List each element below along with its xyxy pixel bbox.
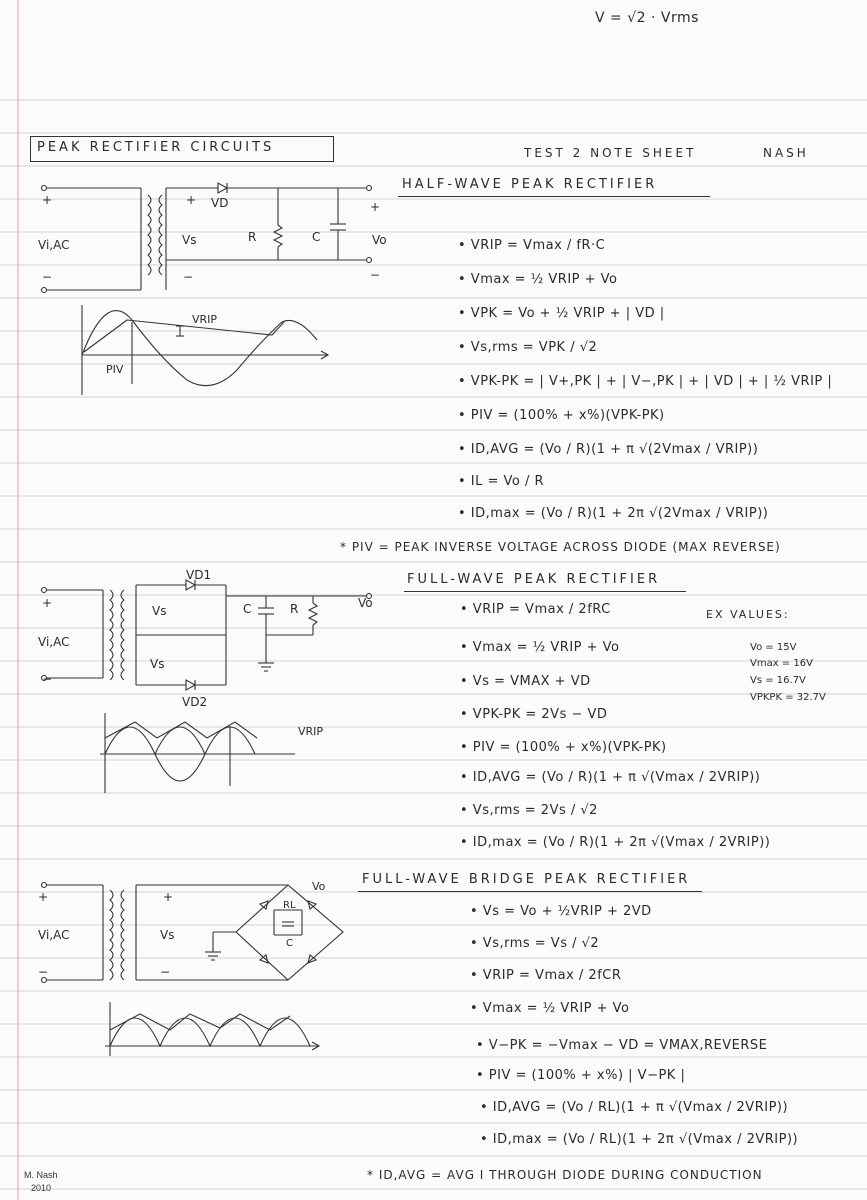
fw-vs1-label: Vs (152, 604, 167, 618)
br-eq-4: • Vmax = ½ VRIP + Vo (470, 1001, 630, 1016)
ex-value-4: VPKPK = 32.7V (750, 692, 826, 703)
ex-value-1: Vo = 15V (750, 642, 797, 653)
br-c-label: C (286, 938, 293, 949)
bridge-circuit (38, 880, 358, 990)
hw-eq-7: • ID,AVG = (Vo / R)(1 + π √(2Vmax / VRIP)) (458, 442, 759, 457)
fw-plus-left: + (42, 596, 53, 610)
br-minus-left: − (38, 965, 49, 979)
hw-minus-o: − (370, 268, 381, 282)
hw-eq-6: • PIV = (100% + x%)(VPK-PK) (458, 408, 665, 423)
fw-c-label: C (243, 602, 252, 616)
fw-vi-label: Vi,AC (38, 635, 70, 649)
hw-plus-s: + (186, 193, 197, 207)
ex-value-3: Vs = 16.7V (750, 675, 806, 686)
bridge-waveform (100, 1000, 325, 1060)
hw-vd-label: VD (211, 196, 229, 210)
bridge-heading-underline (358, 891, 702, 892)
br-vo-label: Vo (312, 880, 326, 893)
br-rl-label: RL (283, 900, 296, 911)
half-wave-heading: HALF-WAVE PEAK RECTIFIER (402, 177, 658, 192)
footer-year: 2010 (31, 1183, 52, 1193)
hw-eq-2: • Vmax = ½ VRIP + Vo (458, 272, 618, 287)
page-title: PEAK RECTIFIER CIRCUITS (37, 140, 275, 155)
author-label: NASH (763, 146, 809, 160)
fw-eq-4: • VPK-PK = 2Vs − VD (460, 707, 608, 722)
hw-eq-4: • Vs,rms = VPK / √2 (458, 340, 598, 355)
fw-vs2-label: Vs (150, 657, 165, 671)
hw-vi-label: Vi,AC (38, 238, 70, 252)
br-eq-7: • ID,AVG = (Vo / RL)(1 + π √(Vmax / 2VRIP)) (480, 1100, 789, 1115)
br-eq-2: • Vs,rms = Vs / √2 (470, 936, 600, 951)
footer-name: M. Nash (24, 1170, 58, 1180)
br-eq-6: • PIV = (100% + x%) | V−PK | (476, 1068, 686, 1083)
hw-plus-left: + (42, 193, 53, 207)
top-formula: V = √2 · Vrms (595, 10, 699, 26)
bridge-heading: FULL-WAVE BRIDGE PEAK RECTIFIER (362, 872, 691, 887)
ex-values-title: EX VALUES: (706, 608, 790, 621)
hw-note: * PIV = PEAK INVERSE VOLTAGE ACROSS DIODE (MAX REVERSE) (340, 540, 781, 554)
hw-minus-s: − (183, 270, 194, 284)
full-wave-waveform (95, 708, 305, 798)
hw-vo-label: Vo (372, 233, 387, 247)
fw-eq-7: • Vs,rms = 2Vs / √2 (460, 803, 598, 818)
fw-eq-8: • ID,max = (Vo / R)(1 + 2π √(Vmax / 2VRIP)) (460, 835, 771, 850)
fw-eq-3: • Vs = VMAX + VD (460, 674, 591, 689)
hw-vs-label: Vs (182, 233, 197, 247)
hw-eq-1: • VRIP = Vmax / fR·C (458, 238, 606, 253)
br-vs-label: Vs (160, 928, 175, 942)
br-minus-s: − (160, 965, 171, 979)
hw-piv-label: PIV (106, 363, 124, 376)
hw-vrip-label: VRIP (192, 313, 218, 326)
hw-eq-3: • VPK = Vo + ½ VRIP + | VD | (458, 306, 665, 321)
fw-eq-2: • Vmax = ½ VRIP + Vo (460, 640, 620, 655)
hw-c-label: C (312, 230, 321, 244)
hw-minus-left: − (42, 270, 53, 284)
fw-r-label: R (290, 602, 299, 616)
hw-plus-o: + (370, 200, 381, 214)
test-label: TEST 2 NOTE SHEET (524, 146, 697, 160)
full-wave-heading: FULL-WAVE PEAK RECTIFIER (407, 572, 661, 587)
fw-eq-6: • ID,AVG = (Vo / R)(1 + π √(Vmax / 2VRIP)) (460, 770, 761, 785)
br-eq-5: • V−PK = −Vmax − VD = VMAX,REVERSE (476, 1038, 768, 1053)
hw-r-label: R (248, 230, 257, 244)
ex-value-2: Vmax = 16V (750, 658, 813, 669)
fw-vd2-label: VD2 (182, 695, 208, 709)
hw-eq-5: • VPK-PK = | V+,PK | + | V−,PK | + | VD | + | ½ VRIP | (458, 374, 833, 389)
br-plus-s: + (163, 890, 174, 904)
br-note: * ID,AVG = AVG I THROUGH DIODE DURING CONDUCTION (367, 1168, 763, 1182)
fw-vo-label: Vo (358, 596, 373, 610)
half-wave-heading-underline (398, 196, 710, 197)
fw-eq-5: • PIV = (100% + x%)(VPK-PK) (460, 740, 667, 755)
fw-eq-1: • VRIP = Vmax / 2fRC (460, 602, 611, 617)
full-wave-heading-underline (404, 591, 686, 592)
fw-vd1-label: VD1 (186, 568, 212, 582)
hw-eq-9: • ID,max = (Vo / R)(1 + 2π √(2Vmax / VRIP)) (458, 506, 769, 521)
br-eq-8: • ID,max = (Vo / RL)(1 + 2π √(Vmax / 2VRIP)) (480, 1132, 799, 1147)
br-vi-label: Vi,AC (38, 928, 70, 942)
hw-eq-8: • IL = Vo / R (458, 474, 545, 489)
br-eq-1: • Vs = Vo + ½VRIP + 2VD (470, 904, 652, 919)
br-eq-3: • VRIP = Vmax / 2fCR (470, 968, 622, 983)
fw-vrip-label: VRIP (298, 725, 324, 738)
br-plus-left: + (38, 890, 49, 904)
fw-minus-left: − (42, 672, 53, 686)
full-wave-circuit (38, 575, 388, 695)
